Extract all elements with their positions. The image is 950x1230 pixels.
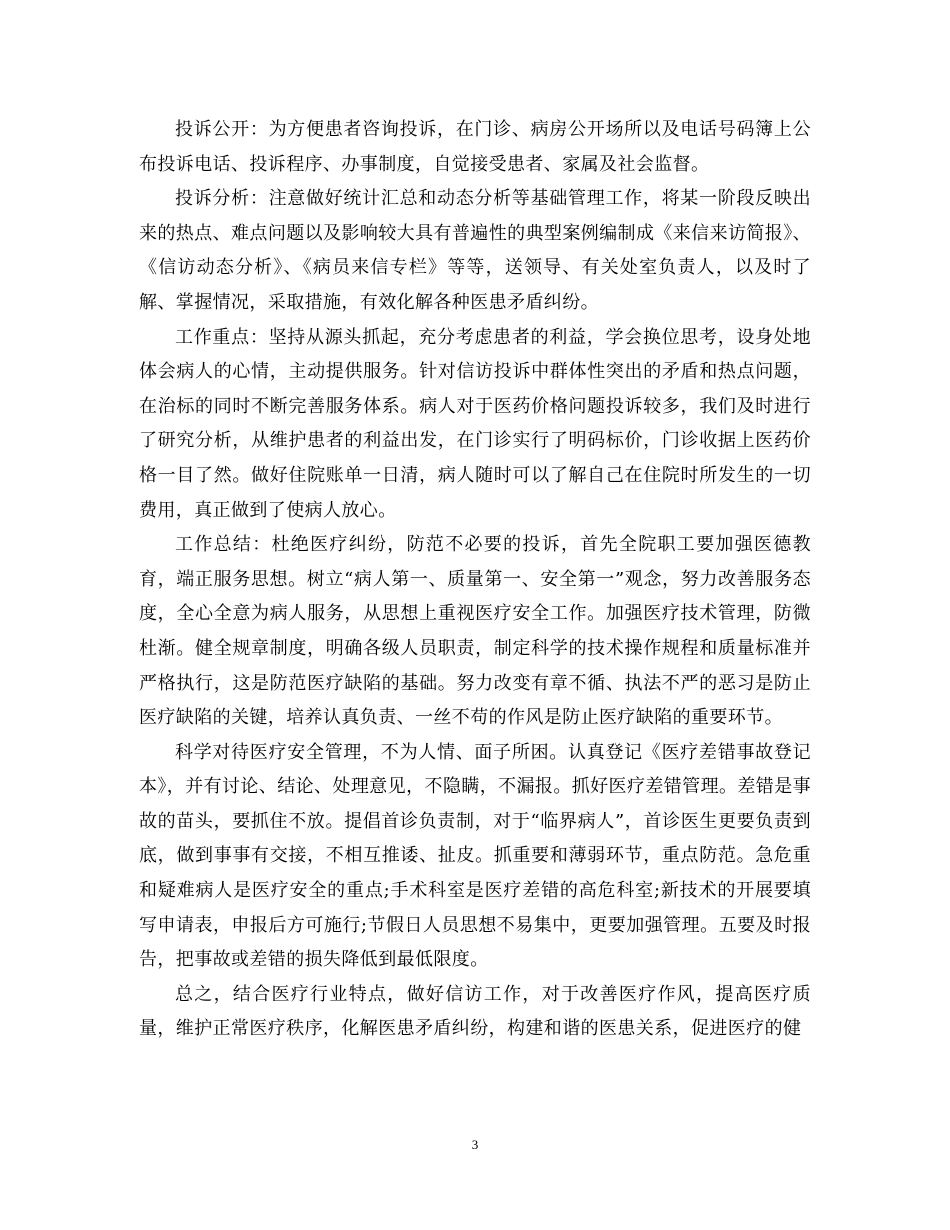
paragraph-complaint-disclosure: 投诉公开：为方便患者咨询投诉，在门诊、病房公开场所以及电话号码簿上公布投诉电话、投诉程序、办事制度，自觉接受患者、家属及社会监督。 bbox=[139, 119, 811, 175]
page-number: 3 bbox=[471, 1137, 479, 1152]
paragraph-work-summary: 工作总结：杜绝医疗纠纷，防范不必要的投诉，首先全院职工要加强医德教育，端正服务思想。树立“病人第一、质量第一、安全第一”观念，努力改善服务态度，全心全意为病人服务，从思想上重视医疗安全工作。加强医疗技术管理，防微杜渐。健全规章制度，明确各级人员职责，制定科学的技术操作规程和质量标准并严格执行，这是防范医疗缺陷的基础。努力改变有章不循、执法不严的恶习是防止医疗缺陷的关键，培养认真负责、一丝不苟的作风是防止医疗缺陷的重要环节。 bbox=[139, 534, 811, 729]
paragraph-safety-management: 科学对待医疗安全管理，不为人情、面子所困。认真登记《医疗差错事故登记本》，并有讨论、结论、处理意见，不隐瞒，不漏报。抓好医疗差错管理。差错是事故的苗头，要抓住不放。提倡首诊负责制，对于“临界病人”，首诊医生更要负责到底，做到事事有交接，不相互推诿、扯皮。抓重要和薄弱环节，重点防范。急危重和疑难病人是医疗安全的重点;手术科室是医疗差错的高危科室;新技术的开展要填写申请表，申报后方可施行;节假日人员思想不易集中，更要加强管理。五要及时报告，把事故或差错的损失降低到最低限度。 bbox=[139, 741, 811, 971]
document-body bbox=[139, 113, 811, 1047]
paragraph-work-focus: 工作重点：坚持从源头抓起，充分考虑患者的利益，学会换位思考，设身处地体会病人的心情，主动提供服务。针对信访投诉中群体性突出的矛盾和热点问题，在治标的同时不断完善服务体系。病人对于医药价格问题投诉较多，我们及时进行了研究分析，从维护患者的利益出发，在门诊实行了明码标价，门诊收据上医药价格一目了然。做好住院账单一日清，病人随时可以了解自己在住院时所发生的一切费用，真正做到了使病人放心。 bbox=[139, 326, 811, 521]
paragraph-complaint-analysis: 投诉分析：注意做好统计汇总和动态分析等基础管理工作，将某一阶段反映出来的热点、难点问题以及影响较大具有普遍性的典型案例编制成《来信来访简报》、《信访动态分析》、《病员来信专栏》等等，送领导、有关处室负责人，以及时了解、掌握情况，采取措施，有效化解各种医患矛盾纠纷。 bbox=[139, 188, 811, 313]
paragraph-conclusion: 总之，结合医疗行业特点，做好信访工作，对于改善医疗作风，提高医疗质量，维护正常医疗秩序，化解医患矛盾纠纷，构建和谐的医患关系，促进医疗的健 bbox=[139, 983, 811, 1040]
